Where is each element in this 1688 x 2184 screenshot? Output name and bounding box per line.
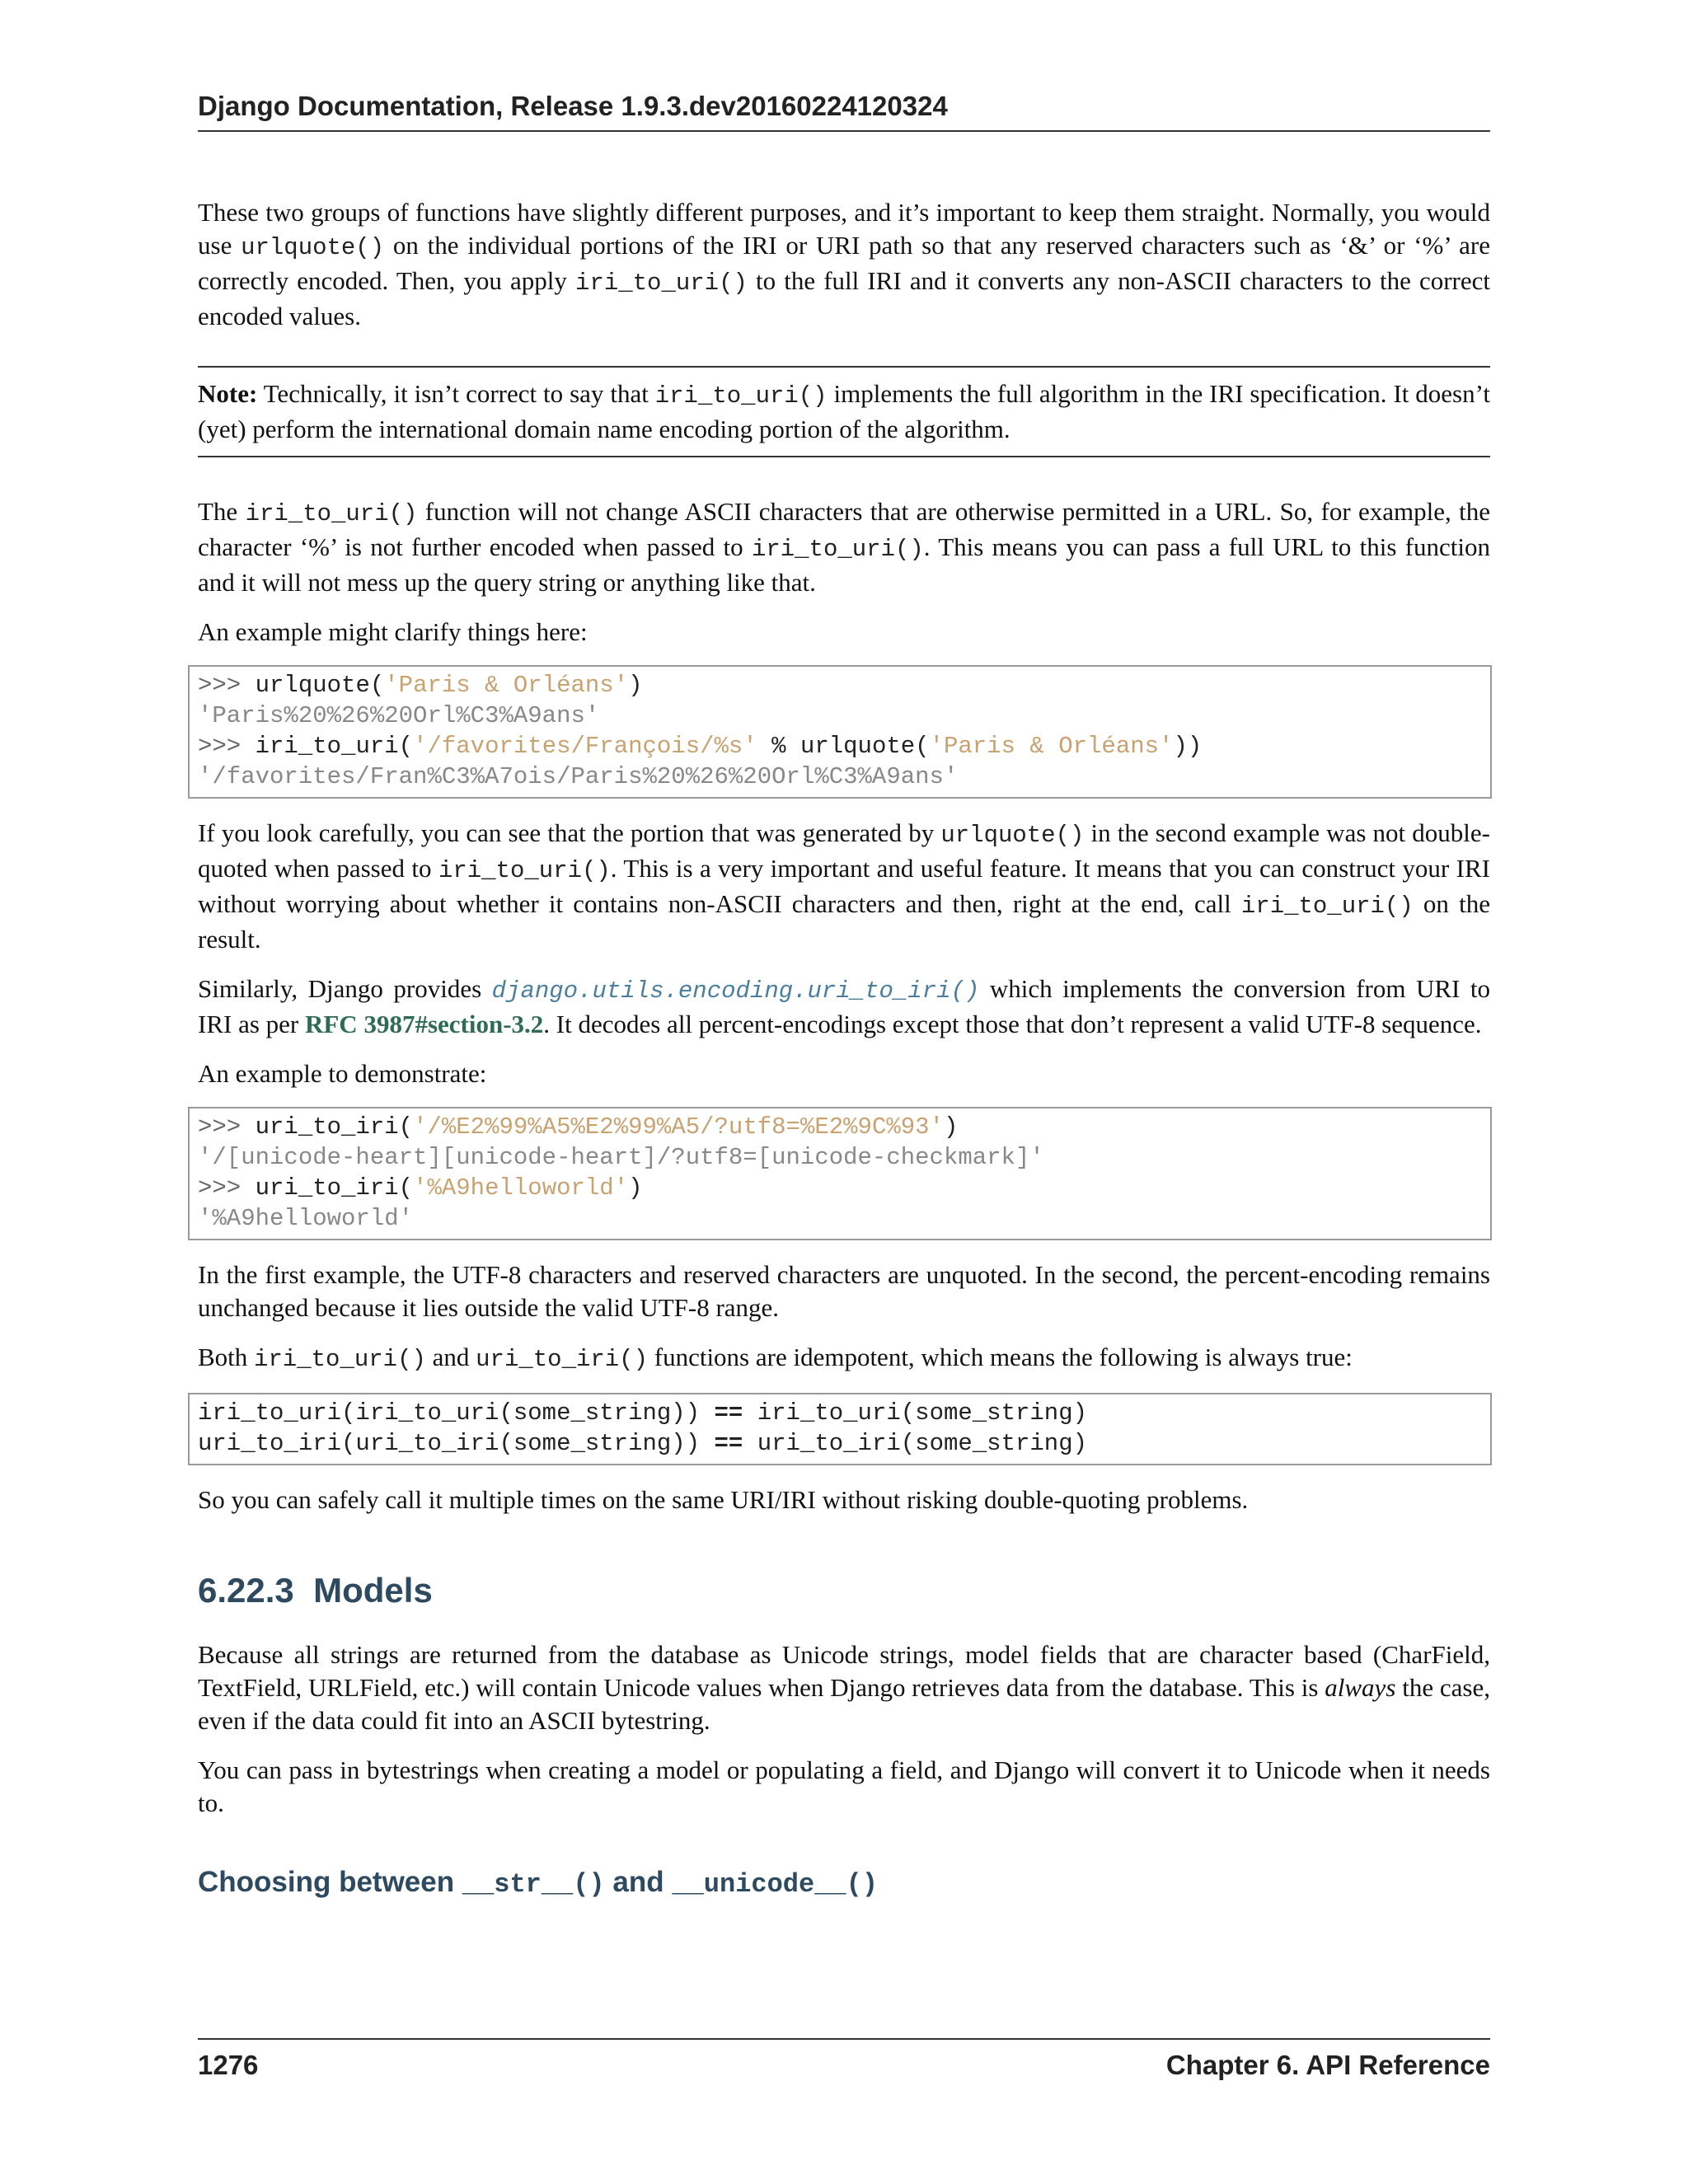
paragraph-careful-look: If you look carefully, you can see that the portion that was generated by urlquote() in the second example was not double-quoted when passed to iri_to_uri(). This is a very important and useful feature. It means that you can construct your IRI without worrying about whether it contains non-ASCII characters and then, right at the end, call iri_to_uri() on the result. xyxy=(198,818,1490,954)
note-box xyxy=(198,366,1490,457)
code-block-uri-to-iri xyxy=(188,1107,1492,1240)
paragraph-iri-to-uri: The iri_to_uri() function will not change ASCII characters that are otherwise permitted in a URL. So, for example, the character ‘%’ is not further encoded when passed to iri_to_uri(). This means you can pass a full URL to this function and it will not mess up the query string or anything like that. xyxy=(198,497,1491,597)
inline-code: uri_to_iri() xyxy=(476,1346,648,1373)
paragraph-safely-call: So you can safely call it multiple times on the same URI/IRI without risking double-quoting problems. xyxy=(198,1485,1249,1514)
note-text: Note: Technically, it isn’t correct to say that iri_to_uri() implements the full algorithm in the IRI specification. It doesn’t (yet) perform the international domain name encoding portion of the algorithm. xyxy=(198,379,1490,443)
chapter-title: Chapter 6. API Reference xyxy=(1165,2050,1490,2080)
inline-code: urlquote() xyxy=(241,234,385,261)
code-output-line: 'Paris%20%26%20Orl%C3%A9ans' xyxy=(198,702,600,729)
subsection-heading-str-unicode: Choosing between __str__() and __unicode__() xyxy=(198,1866,879,1900)
paragraph-first-example: In the first example, the UTF-8 characters and reserved characters are unquoted. In the second, the percent-encoding remains unchanged because it lies outside the valid UTF-8 range. xyxy=(198,1260,1490,1322)
paragraph-models-unicode: Because all strings are returned from the database as Unicode strings, model fields that are character based (CharField, TextField, URLField, etc.) will contain Unicode values when Django retrieves data from the database. This is always the case, even if the data could fit into an ASCII bytestring. xyxy=(198,1640,1491,1735)
inline-code: urlquote() xyxy=(940,822,1085,849)
paragraph-bytestrings: You can pass in bytestrings when creating a model or populating a field, and Django will convert it to Unicode when it needs to. xyxy=(198,1755,1490,1817)
uri-to-iri-link[interactable]: django.utils.encoding.uri_to_iri() xyxy=(491,977,980,1005)
section-heading-models: 6.22.3 Models xyxy=(198,1571,433,1610)
paragraph-example-intro: An example might clarify things here: xyxy=(198,617,588,646)
paragraph-idempotent: Both iri_to_uri() and uri_to_iri() functions are idempotent, which means the following is always true: xyxy=(198,1343,1353,1373)
header-title: Django Documentation, Release 1.9.3.dev20160224120324 xyxy=(198,91,948,121)
inline-code: iri_to_uri() xyxy=(245,500,418,527)
code-output-line: '/favorites/Fran%C3%A7ois/Paris%20%26%20Orl%C3%A9ans' xyxy=(198,763,959,790)
code-block-urlquote xyxy=(188,665,1492,799)
inline-code: iri_to_uri() xyxy=(438,857,611,884)
paragraph-function-groups: These two groups of functions have slightly different purposes, and it’s important to keep them straight. Normally, you would use urlquote() on the individual portions of the IRI or URI path so that any reserved characters such as ‘&’ or ‘%’ are correctly encoded. Then, you apply iri_to_uri() to the full IRI and it converts any non-ASCII characters to the correct encoded values. xyxy=(198,198,1490,330)
rfc-link[interactable]: RFC 3987#section-3.2 xyxy=(304,1010,544,1038)
code-line: >>> urlquote('Paris & Orléans') xyxy=(198,672,643,699)
code-line: iri_to_uri(iri_to_uri(some_string)) == iri_to_uri(some_string) xyxy=(198,1399,1087,1427)
code-output-line: '/[unicode-heart][unicode-heart]/?utf8=[unicode-checkmark]' xyxy=(198,1144,1044,1171)
note-label: Note: xyxy=(198,379,258,408)
inline-code: iri_to_uri() xyxy=(254,1346,426,1373)
running-header xyxy=(198,91,1490,132)
code-line: >>> iri_to_uri('/favorites/François/%s' % urlquote('Paris & Orléans')) xyxy=(198,733,1203,760)
running-footer xyxy=(198,2038,1490,2089)
page-number: 1276 xyxy=(198,2050,259,2080)
code-block-idempotent xyxy=(188,1393,1492,1465)
code-output-line: '%A9helloworld' xyxy=(198,1205,414,1232)
code-line: uri_to_iri(uri_to_iri(some_string)) == uri_to_iri(some_string) xyxy=(198,1430,1087,1457)
inline-code: iri_to_uri() xyxy=(1240,893,1414,920)
inline-code: iri_to_uri() xyxy=(751,536,924,563)
code-line: >>> uri_to_iri('%A9helloworld') xyxy=(198,1174,643,1202)
code-line: >>> uri_to_iri('/%E2%99%A5%E2%99%A5/?utf8=%E2%9C%93') xyxy=(198,1113,959,1141)
page-content xyxy=(198,196,1490,1903)
inline-code: iri_to_uri() xyxy=(654,382,828,410)
paragraph-uri-to-iri: Similarly, Django provides django.utils.encoding.uri_to_iri() which implements the conversion from URI to IRI as per RFC 3987#section-3.2. It decodes all percent-encodings except those that don’t represent a valid UTF-8 sequence. xyxy=(198,974,1490,1038)
paragraph-demonstrate-intro: An example to demonstrate: xyxy=(198,1059,487,1088)
inline-code: iri_to_uri() xyxy=(575,269,748,297)
